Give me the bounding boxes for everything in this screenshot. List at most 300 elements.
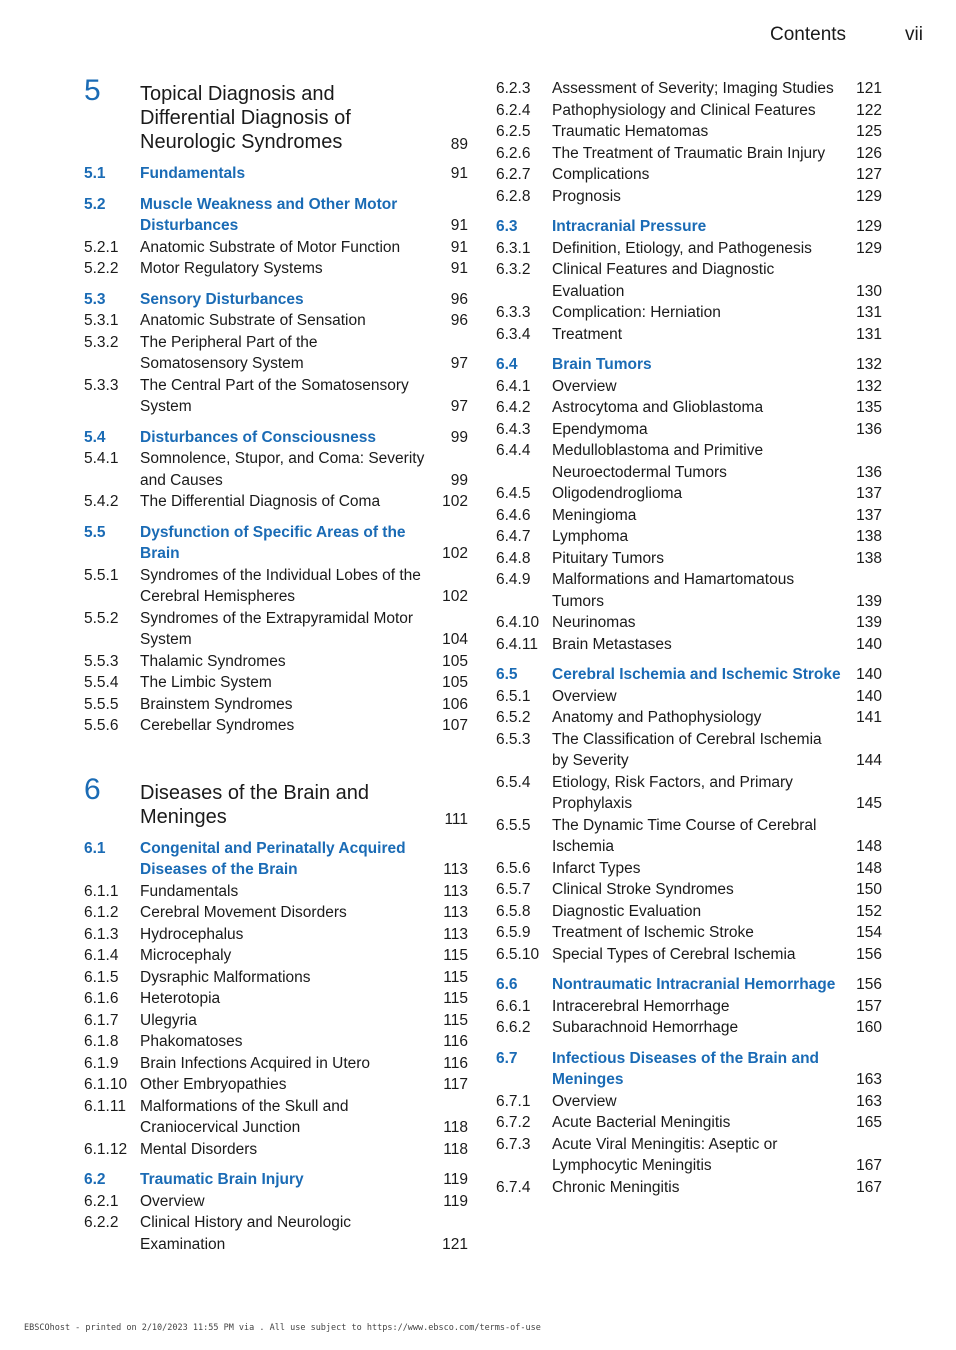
entry-number: 6.1.9 bbox=[84, 1054, 119, 1072]
entry-title: Fundamentals bbox=[140, 882, 239, 900]
entry-title: Infectious Diseases of the Brain and Meninges bbox=[552, 1049, 820, 1088]
entry-number: 6.1.2 bbox=[84, 904, 119, 921]
toc-section bbox=[84, 838, 468, 881]
toc-subsection bbox=[84, 1074, 468, 1096]
toc-subsection bbox=[84, 651, 468, 673]
toc-subsection bbox=[84, 672, 468, 694]
entry-number: 6.5.1 bbox=[496, 687, 531, 705]
entry-title: Clinical Stroke Syndromes bbox=[552, 881, 734, 898]
entry-number: 5.5.3 bbox=[84, 652, 119, 670]
chapter-title: Diseases of the Brain and Meninges bbox=[140, 781, 370, 828]
page-ref: 163 bbox=[856, 1092, 882, 1110]
entry-number: 6.7 bbox=[496, 1049, 518, 1067]
page-ref: 125 bbox=[856, 123, 882, 140]
toc-subsection bbox=[84, 1096, 468, 1139]
entry-number: 6.2.5 bbox=[496, 123, 531, 140]
page-ref: 115 bbox=[443, 1011, 468, 1029]
entry-title: Somnolence, Stupor, and Coma: Severity and Causes bbox=[140, 450, 425, 489]
entry-title: Clinical Features and Diagnostic Evaluation bbox=[552, 261, 775, 300]
entry-number: 5.4.1 bbox=[84, 450, 119, 467]
entry-title: Neurinomas bbox=[552, 614, 636, 631]
entry-number: 6.5.8 bbox=[496, 902, 531, 920]
toc-section bbox=[496, 216, 882, 238]
toc-section bbox=[496, 664, 882, 686]
entry-title: Thalamic Syndromes bbox=[140, 652, 286, 670]
entry-number: 5.5 bbox=[84, 523, 106, 541]
entry-title: Clinical History and Neurologic Examination bbox=[140, 1214, 352, 1253]
entry-title: Syndromes of the Extrapyramidal Motor System bbox=[140, 609, 414, 648]
entry-title: Brainstem Syndromes bbox=[140, 695, 293, 713]
entry-number: 6.2.1 bbox=[84, 1192, 119, 1210]
page-ref: 131 bbox=[856, 304, 882, 321]
page-ref: 102 bbox=[442, 545, 468, 562]
chapter-number: 6 bbox=[84, 772, 101, 806]
page-ref: 99 bbox=[450, 428, 468, 446]
entry-title: Ulegyria bbox=[140, 1011, 197, 1029]
toc-subsection bbox=[84, 924, 468, 946]
entry-number: 6.7.1 bbox=[496, 1092, 531, 1110]
toc-subsection bbox=[84, 1053, 468, 1075]
toc-subsection bbox=[496, 1177, 882, 1199]
entry-number: 6.4.2 bbox=[496, 399, 531, 416]
toc-subsection bbox=[496, 186, 882, 208]
entry-number: 6.2.4 bbox=[496, 101, 531, 119]
page-ref: 137 bbox=[856, 485, 882, 502]
toc-subsection bbox=[496, 922, 882, 944]
entry-number: 6.4.4 bbox=[496, 442, 531, 459]
page-ref: 130 bbox=[856, 282, 882, 300]
page-ref: 150 bbox=[856, 881, 882, 898]
page-ref: 139 bbox=[856, 592, 882, 610]
entry-title: Etiology, Risk Factors, and Primary Prophylaxis bbox=[552, 773, 793, 812]
toc-subsection bbox=[84, 967, 468, 989]
page-ref: 156 bbox=[856, 945, 882, 963]
entry-number: 6.1.7 bbox=[84, 1011, 119, 1029]
entry-title: Cerebral Ischemia and Ischemic Stroke bbox=[552, 666, 841, 683]
page-ref: 136 bbox=[856, 463, 882, 481]
page-ref: 165 bbox=[856, 1114, 882, 1131]
entry-number: 5.5.2 bbox=[84, 609, 119, 627]
page-ref: 122 bbox=[856, 101, 882, 119]
toc-section bbox=[84, 1169, 468, 1191]
toc-subsection bbox=[84, 715, 468, 737]
page-ref: 102 bbox=[442, 588, 468, 605]
toc-section bbox=[496, 1048, 882, 1091]
page-ref: 115 bbox=[443, 968, 468, 986]
page-ref: 132 bbox=[856, 377, 882, 395]
entry-number: 6.5 bbox=[496, 666, 518, 683]
toc-section bbox=[84, 427, 468, 449]
entry-title: Pathophysiology and Clinical Features bbox=[552, 101, 816, 119]
toc-subsection bbox=[496, 419, 882, 441]
entry-title: Traumatic Brain Injury bbox=[140, 1171, 304, 1188]
entry-number: 6.1.3 bbox=[84, 925, 119, 943]
toc-chapter bbox=[84, 74, 468, 154]
page-ref: 91 bbox=[450, 165, 468, 182]
page-ref: 126 bbox=[856, 144, 882, 162]
toc-subsection bbox=[496, 634, 882, 656]
entry-number: 5.5.4 bbox=[84, 674, 119, 691]
entry-title: Brain Metastases bbox=[552, 635, 672, 653]
page-ref: 152 bbox=[856, 902, 882, 920]
entry-title: Malformations and Hamartomatous Tumors bbox=[552, 571, 795, 610]
entry-title: Muscle Weakness and Other Motor Disturbances bbox=[140, 195, 398, 234]
page-ref: 99 bbox=[450, 471, 468, 489]
entry-title: Overview bbox=[552, 687, 617, 705]
toc-subsection bbox=[496, 100, 882, 122]
toc-subsection bbox=[496, 143, 882, 165]
entry-number: 6.2.8 bbox=[496, 187, 531, 205]
entry-title: Chronic Meningitis bbox=[552, 1178, 680, 1196]
entry-number: 6.7.3 bbox=[496, 1135, 531, 1153]
toc-subsection bbox=[84, 988, 468, 1010]
entry-title: Sensory Disturbances bbox=[140, 290, 304, 308]
entry-title: Anatomy and Pathophysiology bbox=[552, 709, 762, 726]
entry-number: 5.3 bbox=[84, 290, 106, 308]
toc-subsection bbox=[84, 1212, 468, 1255]
entry-title: Cerebellar Syndromes bbox=[140, 717, 295, 734]
page-ref: 116 bbox=[443, 1054, 468, 1072]
toc-subsection bbox=[84, 332, 468, 375]
footer-note: EBSCOhost - printed on 2/10/2023 11:55 PM via . All use subject to https://www.ebsco.com/terms-of-use bbox=[24, 1323, 541, 1333]
entry-number: 6.4.9 bbox=[496, 571, 531, 588]
entry-title: The Classification of Cerebral Ischemia by Severity bbox=[552, 730, 822, 769]
page-ref: 140 bbox=[856, 635, 882, 653]
toc-subsection bbox=[496, 1017, 882, 1039]
toc-subsection bbox=[496, 815, 882, 858]
page-ref: 154 bbox=[856, 924, 882, 941]
entry-title: The Dynamic Time Course of Cerebral Ischemia bbox=[552, 816, 817, 855]
page-ref: 145 bbox=[856, 795, 882, 812]
entry-title: Dysraphic Malformations bbox=[140, 968, 311, 986]
entry-title: Complications bbox=[552, 166, 650, 183]
toc-subsection bbox=[496, 78, 882, 100]
page-ref: 139 bbox=[856, 614, 882, 631]
entry-number: 5.3.1 bbox=[84, 312, 119, 329]
toc-subsection bbox=[496, 1112, 882, 1134]
toc-subsection bbox=[496, 397, 882, 419]
entry-title: Motor Regulatory Systems bbox=[140, 260, 323, 277]
entry-title: Treatment of Ischemic Stroke bbox=[552, 924, 754, 941]
entry-title: The Peripheral Part of the Somatosensory System bbox=[140, 333, 318, 372]
toc-subsection bbox=[496, 686, 882, 708]
entry-title: Dysfunction of Specific Areas of the Brain bbox=[140, 523, 406, 562]
entry-title: Complication: Herniation bbox=[552, 304, 721, 321]
entry-number: 6.2.3 bbox=[496, 80, 531, 97]
page-ref: 91 bbox=[450, 260, 468, 277]
entry-number: 6.3.3 bbox=[496, 304, 531, 321]
entry-number: 6.6.2 bbox=[496, 1019, 531, 1036]
entry-title: Lymphoma bbox=[552, 528, 629, 545]
toc-subsection bbox=[496, 1091, 882, 1113]
toc-subsection bbox=[496, 944, 882, 966]
entry-title: Disturbances of Consciousness bbox=[140, 428, 377, 446]
page-ref: 140 bbox=[856, 687, 882, 705]
toc-subsection bbox=[84, 565, 468, 608]
entry-title: Treatment bbox=[552, 325, 623, 343]
toc-section bbox=[84, 194, 468, 237]
toc-section bbox=[84, 522, 468, 565]
entry-number: 6.7.4 bbox=[496, 1178, 531, 1196]
entry-number: 6.3.4 bbox=[496, 325, 531, 343]
entry-title: Intracranial Pressure bbox=[552, 218, 707, 235]
toc-subsection bbox=[496, 164, 882, 186]
entry-number: 6.2.6 bbox=[496, 144, 531, 162]
entry-number: 6.4.1 bbox=[496, 377, 531, 395]
toc-subsection bbox=[84, 448, 468, 491]
entry-number: 6.3.2 bbox=[496, 261, 531, 278]
toc-subsection bbox=[84, 1139, 468, 1161]
chapter-number: 5 bbox=[84, 74, 101, 107]
toc-subsection bbox=[84, 1031, 468, 1053]
running-header-title: Contents bbox=[770, 24, 847, 45]
entry-title: The Treatment of Traumatic Brain Injury bbox=[552, 144, 826, 162]
page-ref: 113 bbox=[443, 882, 468, 900]
page-ref: 132 bbox=[856, 356, 882, 373]
entry-title: Infarct Types bbox=[552, 859, 641, 877]
page-ref: 141 bbox=[856, 709, 882, 726]
entry-number: 6.4.7 bbox=[496, 528, 531, 545]
entry-title: Fundamentals bbox=[140, 165, 246, 182]
toc-subsection bbox=[84, 237, 468, 259]
entry-number: 6.3 bbox=[496, 218, 518, 235]
entry-number: 6.4.5 bbox=[496, 485, 531, 502]
page-ref: 167 bbox=[856, 1178, 882, 1196]
toc-subsection bbox=[496, 505, 882, 527]
entry-number: 6.1.11 bbox=[84, 1097, 126, 1115]
toc-subsection bbox=[84, 694, 468, 716]
entry-number: 5.2.1 bbox=[84, 238, 119, 256]
entry-number: 6.1 bbox=[84, 839, 106, 857]
page-ref: 97 bbox=[450, 355, 468, 372]
toc-subsection bbox=[496, 548, 882, 570]
toc-subsection bbox=[496, 526, 882, 548]
toc-subsection bbox=[84, 310, 468, 332]
toc-subsection bbox=[84, 375, 468, 418]
page-ref: 97 bbox=[450, 398, 468, 415]
page-ref: 163 bbox=[856, 1071, 882, 1088]
toc-subsection bbox=[496, 707, 882, 729]
page-ref: 121 bbox=[856, 80, 882, 97]
entry-number: 6.1.6 bbox=[84, 990, 119, 1007]
entry-title: Congenital and Perinatally Acquired Diseases of the Brain bbox=[140, 839, 406, 878]
page-ref: 104 bbox=[442, 631, 468, 648]
entry-number: 5.4 bbox=[84, 428, 106, 446]
toc-subsection bbox=[496, 879, 882, 901]
page-ref: 105 bbox=[442, 674, 468, 691]
page-ref: 118 bbox=[443, 1119, 468, 1136]
entry-title: Meningioma bbox=[552, 506, 637, 524]
entry-number: 6.4 bbox=[496, 356, 518, 373]
toc-section bbox=[496, 354, 882, 376]
entry-title: Overview bbox=[140, 1192, 205, 1210]
entry-number: 5.3.3 bbox=[84, 376, 119, 394]
entry-title: Hydrocephalus bbox=[140, 925, 244, 943]
page-ref: 157 bbox=[856, 997, 882, 1015]
toc-subsection bbox=[496, 729, 882, 772]
page-ref: 131 bbox=[856, 325, 882, 343]
toc-subsection bbox=[496, 1134, 882, 1177]
entry-title: Mental Disorders bbox=[140, 1140, 258, 1158]
running-header bbox=[0, 24, 956, 48]
entry-number: 6.6 bbox=[496, 976, 518, 993]
entry-number: 5.1 bbox=[84, 165, 106, 182]
page-ref: 119 bbox=[443, 1192, 468, 1210]
toc-section bbox=[496, 974, 882, 996]
entry-number: 6.4.6 bbox=[496, 506, 531, 524]
entry-title: Malformations of the Skull and Craniocervical Junction bbox=[140, 1097, 349, 1136]
entry-title: Brain Tumors bbox=[552, 356, 652, 373]
entry-title: Prognosis bbox=[552, 187, 621, 205]
toc-subsection bbox=[496, 238, 882, 260]
page-ref: 117 bbox=[443, 1076, 468, 1093]
entry-title: Ependymoma bbox=[552, 420, 648, 438]
entry-title: Definition, Etiology, and Pathogenesis bbox=[552, 239, 812, 257]
entry-number: 6.4.3 bbox=[496, 420, 531, 438]
entry-number: 6.5.10 bbox=[496, 945, 540, 963]
entry-title: The Differential Diagnosis of Coma bbox=[140, 493, 381, 510]
entry-title: Traumatic Hematomas bbox=[552, 123, 709, 140]
page-ref: 160 bbox=[856, 1019, 882, 1036]
toc-subsection bbox=[496, 901, 882, 923]
page-ref: 121 bbox=[442, 1235, 468, 1253]
page-ref: 148 bbox=[856, 859, 882, 877]
toc-section bbox=[84, 289, 468, 311]
entry-number: 6.4.8 bbox=[496, 549, 531, 567]
toc-subsection bbox=[496, 376, 882, 398]
entry-number: 5.4.2 bbox=[84, 493, 119, 510]
page-ref: 96 bbox=[450, 312, 468, 329]
page-ref: 102 bbox=[442, 493, 468, 510]
page-ref: 136 bbox=[856, 420, 882, 438]
entry-number: 5.5.1 bbox=[84, 566, 119, 584]
entry-number: 6.7.2 bbox=[496, 1114, 531, 1131]
page-ref: 118 bbox=[443, 1140, 468, 1158]
page-ref: 137 bbox=[856, 506, 882, 524]
entry-title: Overview bbox=[552, 1092, 617, 1110]
entry-title: Special Types of Cerebral Ischemia bbox=[552, 945, 796, 963]
entry-title: Anatomic Substrate of Motor Function bbox=[140, 238, 401, 256]
entry-number: 6.1.8 bbox=[84, 1033, 119, 1050]
page-ref: 113 bbox=[443, 925, 468, 943]
page-ref: 140 bbox=[856, 666, 882, 683]
toc-right-column bbox=[496, 78, 882, 1198]
toc-chapter bbox=[84, 772, 468, 829]
page-ref: 113 bbox=[443, 861, 468, 878]
toc-subsection bbox=[84, 1010, 468, 1032]
entry-title: Intracerebral Hemorrhage bbox=[552, 997, 730, 1015]
entry-number: 6.5.7 bbox=[496, 881, 531, 898]
entry-number: 6.5.2 bbox=[496, 709, 531, 726]
entry-number: 6.6.1 bbox=[496, 997, 531, 1015]
entry-title: Astrocytoma and Glioblastoma bbox=[552, 399, 764, 416]
page-ref: 144 bbox=[856, 752, 882, 769]
entry-number: 6.5.5 bbox=[496, 816, 531, 834]
entry-title: Brain Infections Acquired in Utero bbox=[140, 1054, 371, 1072]
toc-subsection bbox=[496, 302, 882, 324]
chapter-title: Topical Diagnosis and Differential Diagnosis of Neurologic Syndromes bbox=[140, 83, 351, 153]
toc-subsection bbox=[496, 612, 882, 634]
toc-subsection bbox=[496, 324, 882, 346]
entry-number: 6.2.2 bbox=[84, 1214, 119, 1231]
toc-subsection bbox=[496, 996, 882, 1018]
entry-number: 5.5.6 bbox=[84, 717, 119, 734]
entry-number: 5.2.2 bbox=[84, 260, 119, 277]
page-ref: 129 bbox=[856, 239, 882, 257]
toc-subsection bbox=[496, 858, 882, 880]
entry-title: Assessment of Severity; Imaging Studies bbox=[552, 80, 834, 97]
entry-number: 6.5.3 bbox=[496, 730, 531, 748]
entry-title: Diagnostic Evaluation bbox=[552, 902, 702, 920]
entry-number: 6.5.6 bbox=[496, 859, 531, 877]
page-ref: 91 bbox=[450, 217, 468, 234]
entry-number: 6.5.4 bbox=[496, 773, 531, 791]
entry-title: Pituitary Tumors bbox=[552, 549, 664, 567]
entry-title: Overview bbox=[552, 377, 617, 395]
page-ref: 129 bbox=[856, 187, 882, 205]
page-ref: 89 bbox=[450, 136, 468, 153]
page-ref: 107 bbox=[442, 717, 468, 734]
toc-subsection bbox=[496, 772, 882, 815]
entry-number: 6.5.9 bbox=[496, 924, 531, 941]
entry-title: Subarachnoid Hemorrhage bbox=[552, 1019, 739, 1036]
entry-title: The Central Part of the Somatosensory System bbox=[140, 376, 409, 415]
entry-number: 6.1.10 bbox=[84, 1076, 128, 1093]
page-ref: 119 bbox=[443, 1171, 468, 1188]
entry-title: Phakomatoses bbox=[140, 1033, 243, 1050]
toc-section bbox=[84, 163, 468, 185]
page-ref: 115 bbox=[443, 990, 468, 1007]
entry-title: Other Embryopathies bbox=[140, 1076, 287, 1093]
entry-number: 6.4.10 bbox=[496, 614, 540, 631]
entry-title: Acute Viral Meningitis: Aseptic or Lymphocytic Meningitis bbox=[552, 1135, 778, 1174]
page-ref: 148 bbox=[856, 838, 882, 855]
page-ref: 156 bbox=[856, 976, 882, 993]
entry-number: 6.1.1 bbox=[84, 882, 119, 900]
entry-number: 5.5.5 bbox=[84, 695, 119, 713]
page-ref: 105 bbox=[442, 652, 468, 670]
toc-subsection bbox=[84, 491, 468, 513]
page-ref: 138 bbox=[856, 528, 882, 545]
toc-subsection bbox=[496, 483, 882, 505]
entry-number: 6.4.11 bbox=[496, 635, 538, 653]
entry-number: 5.2 bbox=[84, 195, 106, 213]
toc-subsection bbox=[84, 1191, 468, 1213]
entry-title: Acute Bacterial Meningitis bbox=[552, 1114, 731, 1131]
entry-number: 6.1.5 bbox=[84, 968, 119, 986]
toc-subsection bbox=[84, 945, 468, 967]
page-ref: 113 bbox=[443, 904, 468, 921]
entry-number: 6.3.1 bbox=[496, 239, 531, 257]
page-ref: 135 bbox=[856, 399, 882, 416]
toc-subsection bbox=[84, 902, 468, 924]
page-ref: 91 bbox=[450, 238, 468, 256]
entry-title: Microcephaly bbox=[140, 947, 232, 964]
toc-subsection bbox=[496, 440, 882, 483]
entry-title: Oligodendroglioma bbox=[552, 485, 683, 502]
entry-number: 6.1.4 bbox=[84, 947, 119, 964]
page-ref: 167 bbox=[856, 1157, 882, 1174]
entry-number: 6.2 bbox=[84, 1171, 106, 1188]
entry-number: 5.3.2 bbox=[84, 333, 119, 351]
page-ref: 111 bbox=[444, 810, 468, 828]
toc-left-column bbox=[84, 74, 468, 1255]
toc-subsection bbox=[84, 881, 468, 903]
page-ref: 115 bbox=[443, 947, 468, 964]
page-ref: 96 bbox=[450, 290, 468, 308]
entry-title: The Limbic System bbox=[140, 674, 272, 691]
toc-subsection bbox=[496, 569, 882, 612]
